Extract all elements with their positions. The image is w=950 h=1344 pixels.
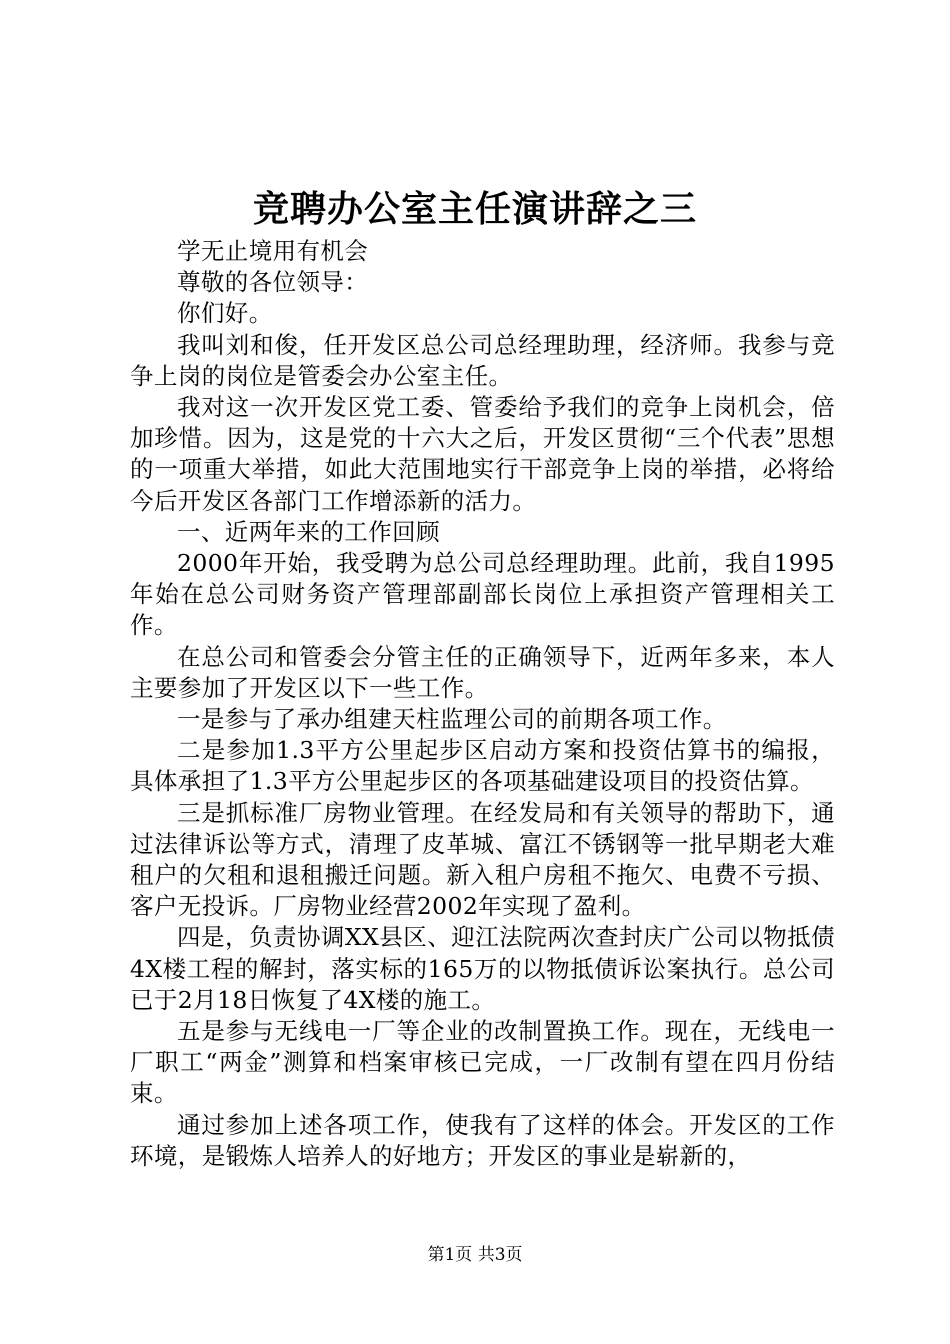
paragraph-item-two: 二是参加1.3平方公里起步区启动方案和投资估算书的编报，具体承担了1.3平方公里起步区的各项基础建设项目的投资估算。 — [130, 736, 835, 796]
document-title: 竞聘办公室主任演讲辞之三 — [252, 188, 697, 230]
paragraph-background: 2000年开始，我受聘为总公司总经理助理。此前，我自1995年始在总公司财务资产管理部副部长岗位上承担资产管理相关工作。 — [130, 549, 835, 640]
section-heading-review: 一、近两年来的工作回顾 — [177, 517, 440, 546]
paragraph-item-three: 三是抓标准厂房物业管理。在经发局和有关领导的帮助下，通过法律诉讼等方式，清理了皮革城、富江不锈钢等一批早期老大难租户的欠租和退租搬迁问题。新入租户房租不拖欠、电费不亏损、客户无投诉。厂房物业经营2002年实现了盈利。 — [130, 798, 835, 921]
paragraph-item-four: 四是，负责协调XX县区、迎江法院两次查封庆广公司以物抵债4X楼工程的解封，落实标的165万的以物抵债诉讼案执行。总公司已于2月18日恢复了4X楼的施工。 — [130, 923, 835, 1014]
paragraph-introduction: 我叫刘和俊，任开发区总公司总经理助理，经济师。我参与竞争上岗的岗位是管委会办公室主任。 — [130, 330, 835, 390]
paragraph-item-one: 一是参与了承办组建天柱监理公司的前期各项工作。 — [177, 705, 727, 734]
paragraph-subtitle: 学无止境用有机会 — [177, 237, 369, 265]
paragraph-reflection: 通过参加上述各项工作，使我有了这样的体会。开发区的工作环境，是锻炼人培养人的好地方；开发区的事业是崭新的， — [130, 1110, 835, 1170]
paragraph-work-overview: 在总公司和管委会分管主任的正确领导下，近两年多来，本人主要参加了开发区以下一些工作。 — [130, 642, 835, 702]
paragraph-salutation: 尊敬的各位领导： — [177, 268, 369, 297]
page-number-footer: 第1页 共3页 — [427, 1245, 523, 1265]
paragraph-greeting: 你们好。 — [177, 299, 273, 328]
paragraph-item-five: 五是参与无线电一厂等企业的改制置换工作。现在，无线电一厂职工“两金”测算和档案审核已完成，一厂改制有望在四月份结束。 — [130, 1017, 835, 1108]
paragraph-opportunity: 我对这一次开发区党工委、管委给予我们的竞争上岗机会，倍加珍惜。因为，这是党的十六大之后，开发区贯彻“三个代表”思想的一项重大举措，如此大范围地实行干部竞争上岗的举措，必将给今后开发区各部门工作增添新的活力。 — [130, 393, 835, 515]
document-body — [130, 236, 835, 1172]
